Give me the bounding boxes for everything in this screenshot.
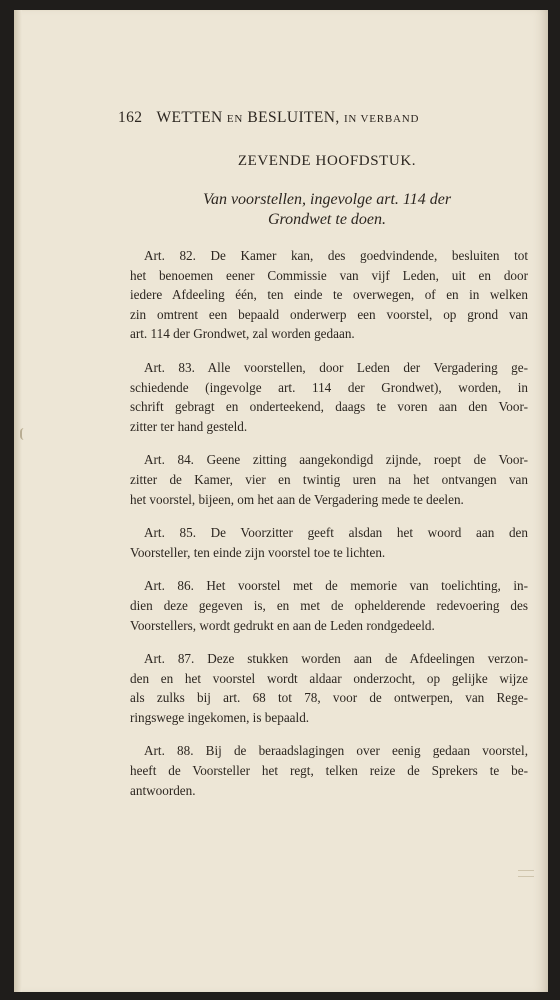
article-line: Voorstellers, wordt gedrukt en aan de Leden rondgedeeld. bbox=[130, 617, 435, 633]
page-number: 162 bbox=[118, 109, 143, 126]
article-line: als zulks bij art. 68 tot 78, voor de ontwerpen, van Rege- bbox=[130, 690, 528, 706]
article-paragraph bbox=[130, 741, 528, 800]
running-title-en: EN bbox=[226, 113, 244, 125]
article-line: zin omtrent een bepaald onderwerp een voorstel, op grond van bbox=[130, 306, 528, 322]
article-line: schrift gebragt en onderteekend, daags te voren aan den Voor- bbox=[130, 399, 528, 415]
article-line: Voorsteller, ten einde zijn voorstel toe te lichten. bbox=[130, 544, 386, 560]
article-paragraph bbox=[130, 358, 528, 436]
article-line: schiedende (ingevolge art. 114 der Grondwet), worden, in bbox=[130, 379, 528, 395]
article-line: dien deze gegeven is, en met de ophelderende redevoering des bbox=[130, 597, 528, 613]
article-line: ringswege ingekomen, is bepaald. bbox=[130, 709, 310, 725]
edge-mark bbox=[518, 870, 534, 871]
article-list bbox=[130, 246, 528, 814]
article-line: Art. 86. Het voorstel met de memorie van toelichting, in- bbox=[144, 578, 528, 594]
article-line: Art. 82. De Kamer kan, des goedvindende, besluiten tot bbox=[144, 248, 528, 263]
article-line: zitter de Kamer, vier en twintig uren na het ontvangen van bbox=[130, 471, 528, 487]
article-line: antwoorden. bbox=[130, 782, 196, 798]
running-title-main: WETTEN bbox=[156, 109, 223, 126]
article-line: den en het voorstel wordt aldaar onderzocht, op gelijke wijze bbox=[130, 670, 528, 686]
edge-mark bbox=[518, 876, 534, 877]
article-line: iedere Afdeeling één, ten einde te overwegen, of en in welken bbox=[130, 287, 528, 303]
article-paragraph bbox=[130, 523, 528, 562]
article-line: Art. 87. Deze stukken worden aan de Afdeelingen verzon- bbox=[144, 651, 528, 667]
running-title-second: BESLUITEN, bbox=[247, 109, 340, 126]
article-line: Art. 84. Geene zitting aangekondigd zijnde, roept de Voor- bbox=[144, 452, 528, 468]
page-gutter bbox=[14, 10, 22, 992]
running-header bbox=[118, 109, 518, 127]
article-paragraph bbox=[130, 246, 528, 344]
chapter-subtitle-line-2: Grondwet te doen. bbox=[267, 211, 387, 228]
article-line: Art. 85. De Voorzitter geeft alsdan het woord aan den bbox=[144, 525, 528, 541]
margin-mark bbox=[20, 428, 28, 440]
article-line: Art. 83. Alle voorstellen, door Leden der Vergadering ge- bbox=[144, 359, 528, 375]
running-title-in: IN VERBAND bbox=[343, 113, 420, 125]
article-paragraph bbox=[130, 576, 528, 635]
article-line: art. 114 der Grondwet, zal worden gedaan. bbox=[130, 326, 355, 342]
article-paragraph bbox=[130, 450, 528, 509]
article-line: het voorstel, bijeen, om het aan de Vergadering mede te deelen. bbox=[130, 491, 464, 507]
chapter-subtitle-line-1: Van voorstellen, ingevolge art. 114 der bbox=[202, 191, 452, 208]
article-line: zitter ter hand gesteld. bbox=[130, 418, 248, 434]
article-paragraph bbox=[130, 649, 528, 727]
chapter-subtitle bbox=[118, 190, 536, 230]
article-line: het benoemen eener Commissie van vijf Leden, uit en door bbox=[130, 267, 528, 283]
book-page bbox=[14, 10, 548, 992]
article-line: heeft de Voorsteller het regt, telken reize de Sprekers te be- bbox=[130, 763, 528, 779]
article-line: Art. 88. Bij de beraadslagingen over eenig gedaan voorstel, bbox=[144, 743, 528, 759]
chapter-title: ZEVENDE HOOFDSTUK. bbox=[237, 153, 417, 169]
